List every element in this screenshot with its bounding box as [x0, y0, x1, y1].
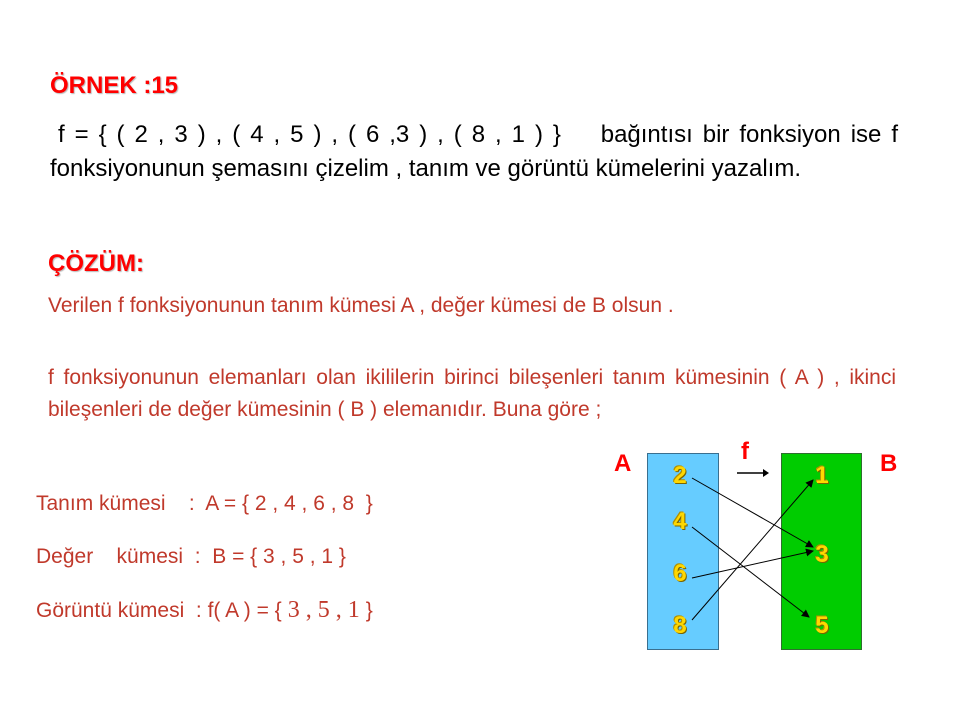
- set-a-label: A: [614, 450, 632, 477]
- domain-set: Tanım kümesi : A = { 2 , 4 , 6 , 8 }: [36, 492, 373, 515]
- solution-paragraph: Verilen f fonksiyonunun tanım kümesi A , değer kümesi de B olsun .: [48, 294, 674, 317]
- set-a-element: 6: [673, 560, 687, 587]
- problem-statement: [50, 118, 898, 186]
- image-set-label: Görüntü kümesi : f( A ) = {: [36, 599, 282, 622]
- example-title: ÖRNEK :15: [50, 72, 179, 99]
- set-a-element: 2: [673, 462, 687, 489]
- image-set-values: 3 , 5 , 1: [281, 597, 366, 623]
- solution-paragraph: f fonksiyonunun elemanları olan ikililerin birinci bileşenleri tanım kümesinin ( A ) , ikinci bileşenleri de değer kümesinin ( B ) elemanıdır. Buna göre ;: [48, 366, 896, 421]
- function-arrow-icon: [735, 466, 769, 480]
- set-a-element: 8: [673, 612, 687, 639]
- set-a-element: 4: [673, 508, 687, 535]
- image-set-close: }: [365, 599, 373, 622]
- image-set: [36, 597, 373, 624]
- function-label: f: [741, 438, 749, 465]
- codomain-set: Değer kümesi : B = { 3 , 5 , 1 }: [36, 545, 346, 568]
- problem-text: bağıntısı bir fonksiyon ise f fonksiyonunun şemasını çizelim , tanım ve görüntü kümelerini yazalım.: [50, 121, 898, 182]
- set-b-label: B: [880, 450, 898, 477]
- set-b-element: 5: [815, 612, 829, 639]
- solution-heading: ÇÖZÜM:: [48, 250, 144, 277]
- set-b-element: 3: [815, 541, 829, 568]
- set-b-element: 1: [815, 462, 829, 489]
- relation-definition: f = { ( 2 , 3 ) , ( 4 , 5 ) , ( 6 ,3 ) , ( 8 , 1 ) }: [58, 121, 561, 148]
